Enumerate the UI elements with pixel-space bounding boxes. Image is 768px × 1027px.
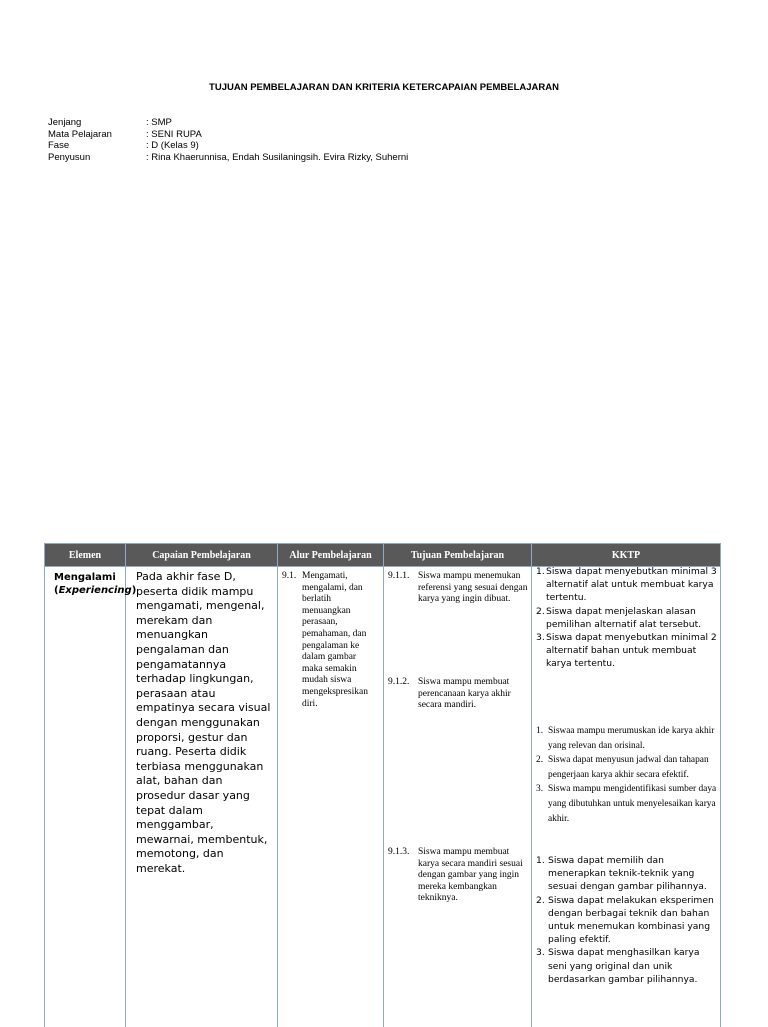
kktp-text: Siswa mampu mengidentifikasi sumber daya yang dibutuhkan untuk menyelesaikan karya akhir.: [548, 782, 718, 826]
tujuan-number: 9.1.3.: [388, 847, 418, 905]
alur-item: [278, 567, 383, 710]
alur-text: Mengamati, mengalami, dan berlatih menuangkan perasaan, pemahaman, dan pengalaman ke dalam gambar maka semakin mudah siswa mengekspresikan diri.: [302, 571, 379, 710]
learning-objectives-table: [44, 543, 721, 1027]
kktp-number: 1.: [536, 565, 546, 605]
kktp-item: [536, 724, 718, 753]
kktp-text: Siswa dapat menyebutkan minimal 3 alternatif alat untuk membuat karya tertentu.: [546, 565, 718, 605]
table-header-row: [45, 544, 721, 567]
elemen-text: [45, 567, 125, 597]
kktp-item: [536, 946, 718, 986]
meta-label: Mata Pelajaran: [48, 129, 146, 141]
meta-value: : SMP: [146, 117, 172, 129]
kktp-item: [536, 565, 718, 605]
meta-row-fase: [48, 140, 408, 152]
document-meta: [48, 117, 408, 163]
kktp-text: Siswaa mampu merumuskan ide karya akhir yang relevan dan orisinal.: [548, 724, 718, 753]
tujuan-text: Siswa mampu menemukan referensi yang sesuai dengan karya yang ingin dibuat.: [418, 571, 528, 606]
meta-row-jenjang: [48, 117, 408, 129]
kktp-item: [536, 894, 718, 947]
kktp-number: 1.: [536, 854, 548, 894]
elemen-english: Experiencing: [59, 585, 132, 596]
tujuan-text: Siswa mampu membuat perencanaan karya akhir secara mandiri.: [418, 677, 528, 712]
kktp-text: Siswa dapat menyusun jadwal dan tahapan pengerjaan karya akhir secara efektif.: [548, 753, 718, 782]
meta-label: Fase: [48, 140, 146, 152]
elemen-name: Mengalami: [54, 572, 116, 583]
tujuan-item: [388, 677, 528, 712]
capaian-text: Pada akhir fase D, peserta didik mampu mengamati, mengenal, merekam dan menuangkan pengalaman dan pengamatannya terhadap lingkungan, perasaan atau empatinya secara visual dengan menggunakan proporsi, gestur dan ruang. Peserta didik terbiasa menggunakan alat, bahan dan prosedur dasar yang tepat dalam menggambar, mewarnai, membentuk, memotong, dan merekat.: [126, 567, 277, 876]
alur-number: 9.1.: [282, 571, 302, 710]
kktp-text: Siswa dapat memilih dan menerapkan teknik-teknik yang sesuai dengan gambar pilihannya.: [548, 854, 718, 894]
meta-value: : SENI RUPA: [146, 129, 202, 141]
kktp-group: [536, 565, 718, 671]
cell-capaian: [126, 567, 278, 1027]
kktp-number: 2.: [536, 753, 548, 782]
kktp-text: Siswa dapat menjelaskan alasan pemilihan alternatif alat tersebut.: [546, 605, 718, 631]
cell-alur: [278, 567, 384, 1027]
kktp-item: [536, 605, 718, 631]
kktp-number: 2.: [536, 605, 546, 631]
tujuan-number: 9.1.1.: [388, 571, 418, 606]
kktp-text: Siswa dapat menyebutkan minimal 2 alternatif bahan untuk membuat karya tertentu.: [546, 631, 718, 671]
kktp-item: [536, 782, 718, 826]
table-row: [45, 567, 721, 1027]
elemen-open-paren: (: [54, 585, 59, 596]
kktp-item: [536, 854, 718, 894]
tujuan-item: [388, 847, 528, 905]
meta-row-mata-pelajaran: [48, 129, 408, 141]
kktp-text: Siswa dapat menghasilkan karya seni yang original dan unik berdasarkan gambar pilihannya.: [548, 946, 718, 986]
kktp-number: 1.: [536, 724, 548, 753]
cell-kktp: [532, 567, 721, 1027]
elemen-close-paren: ): [132, 585, 137, 596]
cell-elemen: [45, 567, 126, 1027]
meta-value: : Rina Khaerunnisa, Endah Susilaningsih. Evira Rizky, Suherni: [146, 152, 408, 164]
kktp-text: Siswa dapat melakukan eksperimen dengan berbagai teknik dan bahan untuk menemukan kombinasi yang paling efektif.: [548, 894, 718, 947]
meta-label: Jenjang: [48, 117, 146, 129]
meta-row-penyusun: [48, 152, 408, 164]
kktp-group: [536, 854, 718, 986]
header-kktp: KKTP: [532, 544, 721, 567]
kktp-number: 3.: [536, 631, 546, 671]
kktp-group: [536, 724, 718, 826]
cell-tujuan: [384, 567, 532, 1027]
kktp-number: 3.: [536, 782, 548, 826]
tujuan-number: 9.1.2.: [388, 677, 418, 712]
kktp-number: 3.: [536, 946, 548, 986]
tujuan-text: Siswa mampu membuat karya secara mandiri sesuai dengan gambar yang ingin mereka kembangkan tekniknya.: [418, 847, 528, 905]
meta-value: : D (Kelas 9): [146, 140, 199, 152]
kktp-container: [532, 567, 720, 1027]
header-alur-pembelajaran: Alur Pembelajaran: [278, 544, 384, 567]
header-capaian-pembelajaran: Capaian Pembelajaran: [126, 544, 278, 567]
kktp-item: [536, 631, 718, 671]
tujuan-item: [388, 571, 528, 606]
header-elemen: Elemen: [45, 544, 126, 567]
meta-label: Penyusun: [48, 152, 146, 164]
document-title: TUJUAN PEMBELAJARAN DAN KRITERIA KETERCAPAIAN PEMBELAJARAN: [0, 82, 768, 93]
kktp-number: 2.: [536, 894, 548, 947]
tujuan-container: [384, 567, 531, 1027]
header-tujuan-pembelajaran: Tujuan Pembelajaran: [384, 544, 532, 567]
kktp-item: [536, 753, 718, 782]
